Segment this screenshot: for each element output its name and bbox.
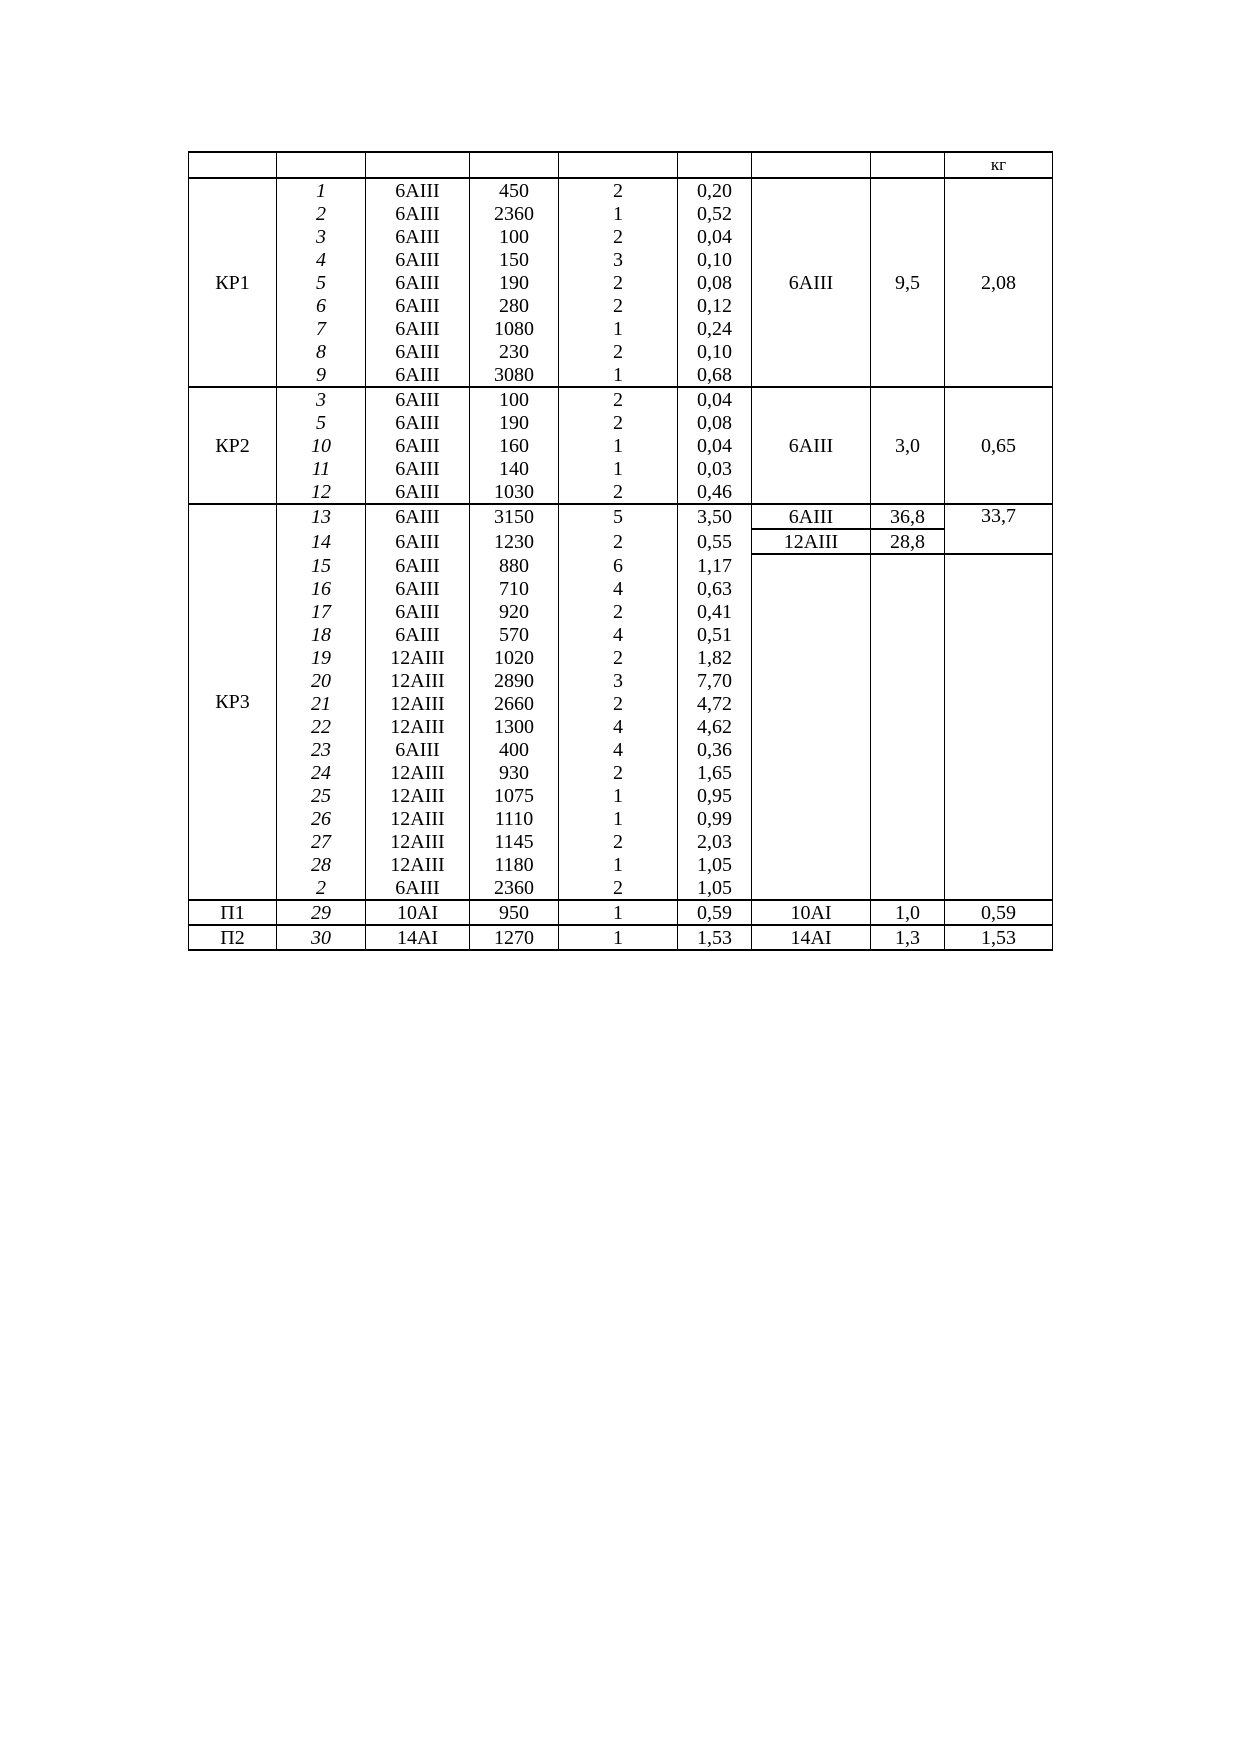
- position-cell: 5: [277, 411, 366, 434]
- summary-total: 1,3: [871, 925, 945, 950]
- class-cell: 12АIII: [366, 669, 470, 692]
- class-cell: 12АIII: [366, 784, 470, 807]
- table-row: [189, 554, 1053, 577]
- table-row: [189, 925, 1053, 950]
- class-cell: 6АIII: [366, 738, 470, 761]
- class-cell: 12АIII: [366, 692, 470, 715]
- length-cell: 1110: [470, 807, 559, 830]
- length-cell: 930: [470, 761, 559, 784]
- position-cell: 20: [277, 669, 366, 692]
- class-cell: 12АIII: [366, 646, 470, 669]
- quantity-cell: 1: [559, 925, 678, 950]
- position-cell: 1: [277, 178, 366, 202]
- mass-cell: 1,05: [678, 876, 752, 900]
- quantity-cell: 5: [559, 504, 678, 529]
- quantity-cell: 4: [559, 623, 678, 646]
- group-name: КР2: [189, 387, 277, 504]
- quantity-cell: 4: [559, 715, 678, 738]
- quantity-cell: 1: [559, 202, 678, 225]
- class-cell: 6АIII: [366, 387, 470, 411]
- class-cell: 6АIII: [366, 340, 470, 363]
- class-cell: 6АIII: [366, 248, 470, 271]
- mass-cell: 0,95: [678, 784, 752, 807]
- length-cell: 1180: [470, 853, 559, 876]
- quantity-cell: 2: [559, 692, 678, 715]
- position-cell: 21: [277, 692, 366, 715]
- summary-total: 3,0: [871, 387, 945, 504]
- empty-cell: [871, 554, 945, 900]
- quantity-cell: 2: [559, 529, 678, 554]
- mass-cell: 1,05: [678, 853, 752, 876]
- mass-cell: 0,63: [678, 577, 752, 600]
- quantity-cell: 2: [559, 178, 678, 202]
- quantity-cell: 2: [559, 600, 678, 623]
- mass-cell: 0,41: [678, 600, 752, 623]
- quantity-cell: 2: [559, 761, 678, 784]
- length-cell: 1030: [470, 480, 559, 504]
- mass-cell: 0,20: [678, 178, 752, 202]
- mass-cell: 0,08: [678, 411, 752, 434]
- summary-weight: 33,7: [945, 504, 1053, 554]
- mass-cell: 0,59: [678, 900, 752, 925]
- class-cell: 6АIII: [366, 317, 470, 340]
- length-cell: 920: [470, 600, 559, 623]
- position-cell: 13: [277, 504, 366, 529]
- position-cell: 27: [277, 830, 366, 853]
- summary-total: 28,8: [871, 529, 945, 554]
- class-cell: 10АI: [366, 900, 470, 925]
- table-row: [189, 529, 1053, 554]
- length-cell: 1075: [470, 784, 559, 807]
- position-cell: 25: [277, 784, 366, 807]
- class-cell: 6АIII: [366, 294, 470, 317]
- class-cell: 6АIII: [366, 178, 470, 202]
- mass-cell: 7,70: [678, 669, 752, 692]
- length-cell: 280: [470, 294, 559, 317]
- group-name: КР3: [189, 504, 277, 900]
- mass-cell: 0,10: [678, 248, 752, 271]
- header-row: [189, 152, 1053, 178]
- position-cell: 8: [277, 340, 366, 363]
- position-cell: 3: [277, 225, 366, 248]
- quantity-cell: 3: [559, 669, 678, 692]
- quantity-cell: 2: [559, 876, 678, 900]
- length-cell: 190: [470, 411, 559, 434]
- quantity-cell: 4: [559, 577, 678, 600]
- position-cell: 4: [277, 248, 366, 271]
- header-cell: [366, 152, 470, 178]
- position-cell: 16: [277, 577, 366, 600]
- position-cell: 18: [277, 623, 366, 646]
- summary-total: 36,8: [871, 504, 945, 529]
- class-cell: 14АI: [366, 925, 470, 950]
- group-name: КР1: [189, 178, 277, 387]
- class-cell: 6АIII: [366, 554, 470, 577]
- class-cell: 6АIII: [366, 623, 470, 646]
- mass-cell: 4,72: [678, 692, 752, 715]
- length-cell: 3080: [470, 363, 559, 387]
- quantity-cell: 1: [559, 807, 678, 830]
- class-cell: 6АIII: [366, 876, 470, 900]
- position-cell: 3: [277, 387, 366, 411]
- quantity-cell: 2: [559, 411, 678, 434]
- quantity-cell: 1: [559, 457, 678, 480]
- position-cell: 9: [277, 363, 366, 387]
- summary-class: 6АIII: [752, 504, 871, 529]
- length-cell: 160: [470, 434, 559, 457]
- mass-cell: 0,99: [678, 807, 752, 830]
- mass-cell: 1,17: [678, 554, 752, 577]
- table-row: [189, 178, 1053, 202]
- position-cell: 2: [277, 876, 366, 900]
- summary-weight: 1,53: [945, 925, 1053, 950]
- length-cell: 3150: [470, 504, 559, 529]
- quantity-cell: 3: [559, 248, 678, 271]
- position-cell: 19: [277, 646, 366, 669]
- mass-cell: 0,52: [678, 202, 752, 225]
- summary-class: 6АIII: [752, 387, 871, 504]
- class-cell: 6АIII: [366, 411, 470, 434]
- header-cell: [189, 152, 277, 178]
- quantity-cell: 2: [559, 480, 678, 504]
- quantity-cell: 1: [559, 900, 678, 925]
- class-cell: 6АIII: [366, 457, 470, 480]
- length-cell: 150: [470, 248, 559, 271]
- class-cell: 6АIII: [366, 434, 470, 457]
- class-cell: 12АIII: [366, 761, 470, 784]
- mass-cell: 0,08: [678, 271, 752, 294]
- length-cell: 400: [470, 738, 559, 761]
- mass-cell: 0,04: [678, 225, 752, 248]
- mass-cell: 1,65: [678, 761, 752, 784]
- table-row: [189, 900, 1053, 925]
- header-cell: [277, 152, 366, 178]
- length-cell: 570: [470, 623, 559, 646]
- table-row: [189, 504, 1053, 529]
- header-cell: [678, 152, 752, 178]
- quantity-cell: 2: [559, 646, 678, 669]
- class-cell: 6АIII: [366, 202, 470, 225]
- length-cell: 100: [470, 387, 559, 411]
- class-cell: 6АIII: [366, 600, 470, 623]
- mass-cell: 0,03: [678, 457, 752, 480]
- length-cell: 2360: [470, 202, 559, 225]
- length-cell: 2660: [470, 692, 559, 715]
- mass-cell: 0,12: [678, 294, 752, 317]
- mass-cell: 1,53: [678, 925, 752, 950]
- summary-class: 10АI: [752, 900, 871, 925]
- class-cell: 12АIII: [366, 830, 470, 853]
- group-name: П2: [189, 925, 277, 950]
- empty-cell: [752, 554, 871, 900]
- position-cell: 28: [277, 853, 366, 876]
- position-cell: 14: [277, 529, 366, 554]
- quantity-cell: 4: [559, 738, 678, 761]
- summary-class: 14АI: [752, 925, 871, 950]
- class-cell: 6АIII: [366, 225, 470, 248]
- length-cell: 710: [470, 577, 559, 600]
- mass-cell: 0,36: [678, 738, 752, 761]
- class-cell: 6АIII: [366, 271, 470, 294]
- quantity-cell: 1: [559, 853, 678, 876]
- position-cell: 23: [277, 738, 366, 761]
- length-cell: 2360: [470, 876, 559, 900]
- length-cell: 1230: [470, 529, 559, 554]
- position-cell: 2: [277, 202, 366, 225]
- mass-cell: 1,82: [678, 646, 752, 669]
- class-cell: 6АIII: [366, 504, 470, 529]
- length-cell: 880: [470, 554, 559, 577]
- group-name: П1: [189, 900, 277, 925]
- position-cell: 7: [277, 317, 366, 340]
- position-cell: 10: [277, 434, 366, 457]
- summary-total: 1,0: [871, 900, 945, 925]
- header-cell-unit: кг: [945, 152, 1053, 178]
- length-cell: 190: [470, 271, 559, 294]
- class-cell: 12АIII: [366, 715, 470, 738]
- position-cell: 11: [277, 457, 366, 480]
- header-cell: [871, 152, 945, 178]
- class-cell: 6АIII: [366, 363, 470, 387]
- length-cell: 1020: [470, 646, 559, 669]
- quantity-cell: 2: [559, 340, 678, 363]
- length-cell: 140: [470, 457, 559, 480]
- table-row: [189, 387, 1053, 411]
- summary-class: 12АIII: [752, 529, 871, 554]
- position-cell: 12: [277, 480, 366, 504]
- summary-weight: 2,08: [945, 178, 1053, 387]
- length-cell: 2890: [470, 669, 559, 692]
- mass-cell: 0,04: [678, 387, 752, 411]
- position-cell: 26: [277, 807, 366, 830]
- specification-table: [188, 151, 1053, 951]
- header-cell: [559, 152, 678, 178]
- summary-weight: 0,59: [945, 900, 1053, 925]
- class-cell: 6АIII: [366, 529, 470, 554]
- position-cell: 15: [277, 554, 366, 577]
- mass-cell: 0,51: [678, 623, 752, 646]
- class-cell: 6АIII: [366, 577, 470, 600]
- quantity-cell: 1: [559, 317, 678, 340]
- mass-cell: 3,50: [678, 504, 752, 529]
- mass-cell: 2,03: [678, 830, 752, 853]
- mass-cell: 0,46: [678, 480, 752, 504]
- class-cell: 12АIII: [366, 853, 470, 876]
- position-cell: 5: [277, 271, 366, 294]
- quantity-cell: 1: [559, 363, 678, 387]
- length-cell: 100: [470, 225, 559, 248]
- summary-class: 6АIII: [752, 178, 871, 387]
- header-cell: [752, 152, 871, 178]
- quantity-cell: 1: [559, 784, 678, 807]
- length-cell: 450: [470, 178, 559, 202]
- summary-weight: 0,65: [945, 387, 1053, 504]
- header-cell: [470, 152, 559, 178]
- quantity-cell: 1: [559, 434, 678, 457]
- mass-cell: 0,24: [678, 317, 752, 340]
- length-cell: 1300: [470, 715, 559, 738]
- class-cell: 6АIII: [366, 480, 470, 504]
- mass-cell: 0,68: [678, 363, 752, 387]
- empty-cell: [945, 554, 1053, 900]
- length-cell: 950: [470, 900, 559, 925]
- position-cell: 24: [277, 761, 366, 784]
- quantity-cell: 2: [559, 271, 678, 294]
- mass-cell: 0,10: [678, 340, 752, 363]
- length-cell: 230: [470, 340, 559, 363]
- summary-total: 9,5: [871, 178, 945, 387]
- length-cell: 1145: [470, 830, 559, 853]
- length-cell: 1270: [470, 925, 559, 950]
- quantity-cell: 2: [559, 387, 678, 411]
- quantity-cell: 2: [559, 830, 678, 853]
- position-cell: 29: [277, 900, 366, 925]
- position-cell: 22: [277, 715, 366, 738]
- mass-cell: 0,04: [678, 434, 752, 457]
- mass-cell: 0,55: [678, 529, 752, 554]
- quantity-cell: 2: [559, 225, 678, 248]
- position-cell: 30: [277, 925, 366, 950]
- quantity-cell: 2: [559, 294, 678, 317]
- quantity-cell: 6: [559, 554, 678, 577]
- class-cell: 12АIII: [366, 807, 470, 830]
- position-cell: 17: [277, 600, 366, 623]
- mass-cell: 4,62: [678, 715, 752, 738]
- position-cell: 6: [277, 294, 366, 317]
- length-cell: 1080: [470, 317, 559, 340]
